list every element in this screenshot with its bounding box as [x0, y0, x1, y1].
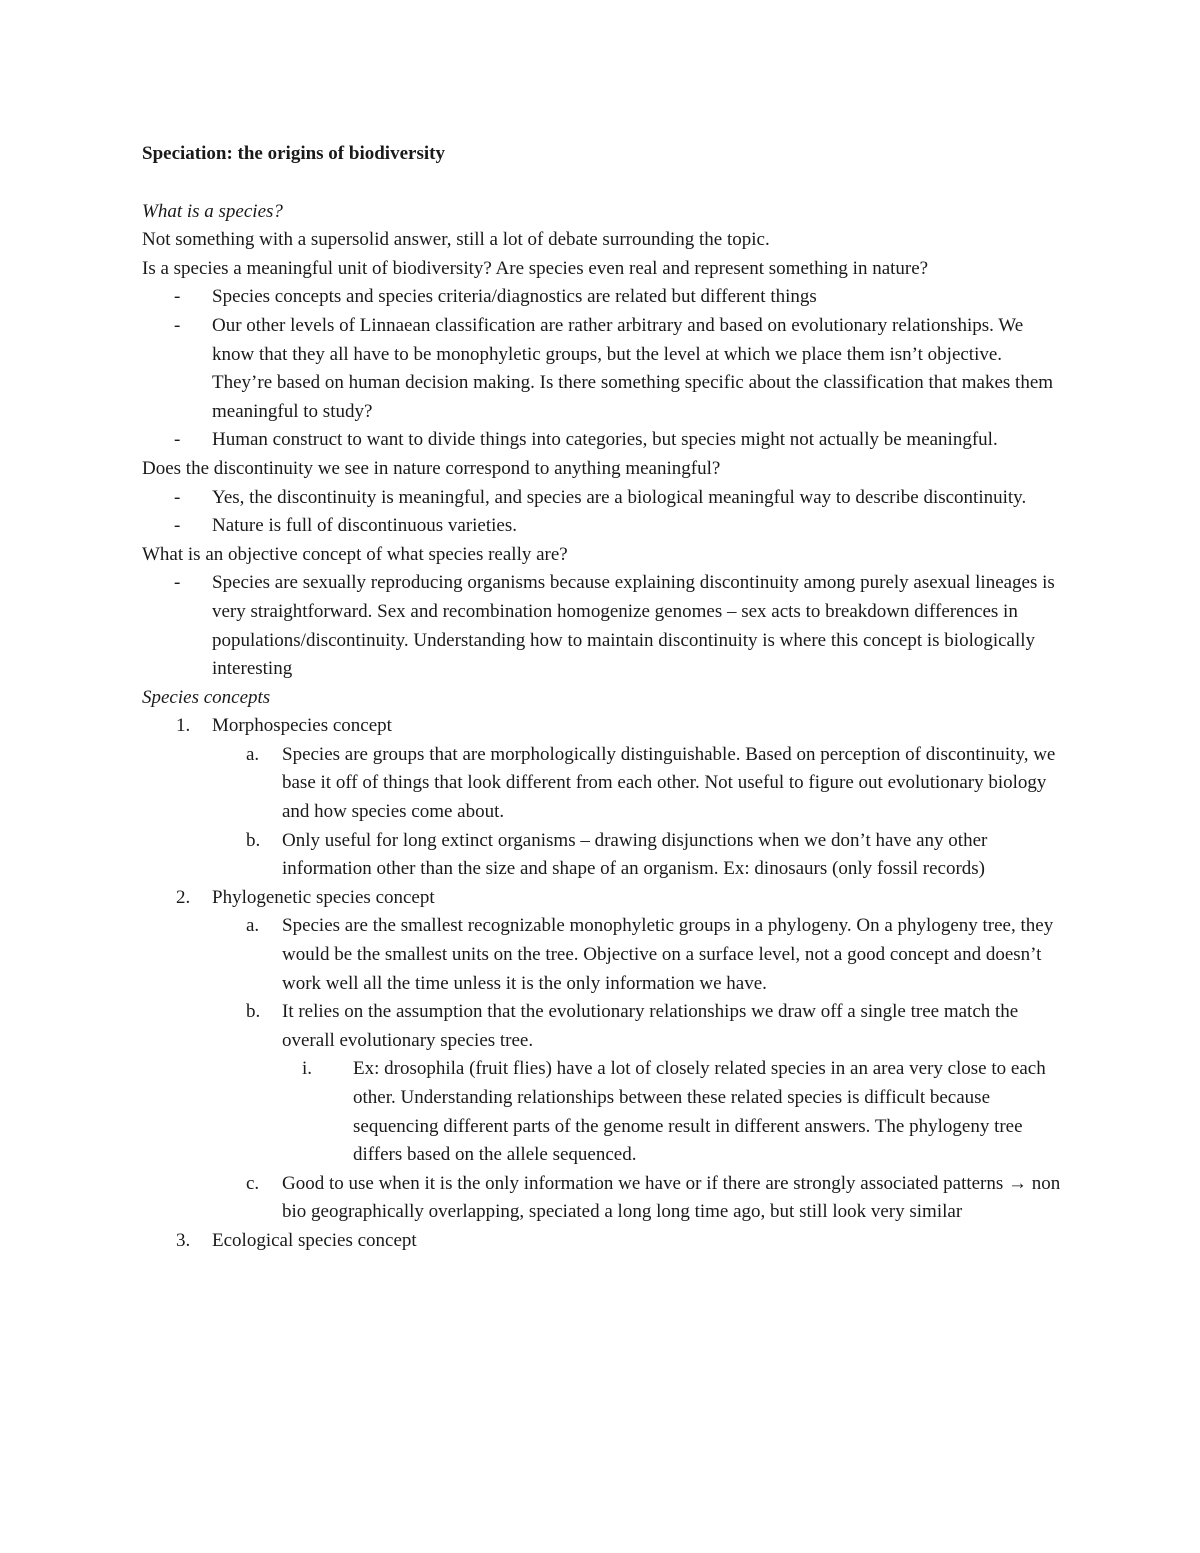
bullet-marker: - — [174, 572, 181, 594]
sub-item-text: Good to use when it is the only information we have or if there are strongly associated patterns → non bio geographically overlapping, speciated a long long time ago, but still look very similar — [282, 1172, 1061, 1223]
sub-item — [142, 912, 1062, 998]
bullet-item — [142, 484, 1062, 513]
numbered-item-text: Ecological species concept — [212, 1229, 417, 1251]
paragraph: Does the discontinuity we see in nature correspond to anything meaningful? — [142, 457, 721, 479]
number-marker: 2. — [176, 886, 191, 908]
paragraph: What is an objective concept of what species really are? — [142, 543, 568, 565]
bullet-text: Species concepts and species criteria/diagnostics are related but different things — [212, 286, 817, 308]
sub-item — [142, 1170, 1062, 1227]
document-title: Speciation: the origins of biodiversity — [142, 143, 445, 164]
number-marker: 3. — [176, 1229, 191, 1251]
sub-item-text: It relies on the assumption that the evolutionary relationships we draw off a single tree match the overall evolutionary species tree. — [282, 1001, 1019, 1051]
sub-item-text: Species are groups that are morphologically distinguishable. Based on perception of discontinuity, we base it off of things that look different from each other. Not useful to figure out evolutionary biology and how species come about. — [282, 743, 1056, 823]
document-page — [142, 140, 1062, 1256]
letter-marker: a. — [246, 743, 260, 765]
bullet-item — [142, 512, 1062, 541]
bullet-text: Species are sexually reproducing organisms because explaining discontinuity among purely asexual lineages is very straightforward. Sex and recombination homogenize genomes – sex acts to breakdown differences in populations/discontinuity. Understanding how to maintain discontinuity is where this concept is biologically interesting — [212, 572, 1055, 680]
bullet-item — [142, 426, 1062, 455]
numbered-item — [142, 884, 1062, 913]
numbered-item — [142, 712, 1062, 741]
spacer — [142, 169, 1062, 198]
numbered-item-text: Phylogenetic species concept — [212, 886, 435, 908]
bullet-marker: - — [174, 515, 181, 537]
paragraph: Not something with a supersolid answer, still a lot of debate surrounding the topic. — [142, 229, 770, 251]
section-heading-what-is-species: What is a species? — [142, 200, 283, 222]
bullet-text: Nature is full of discontinuous varieties. — [212, 515, 517, 537]
numbered-item — [142, 1227, 1062, 1256]
letter-marker: b. — [246, 829, 261, 851]
section-heading-species-concepts: Species concepts — [142, 686, 271, 708]
sub-sub-item — [142, 1055, 1062, 1169]
bullet-text: Yes, the discontinuity is meaningful, and species are a biological meaningful way to describe discontinuity. — [212, 486, 1027, 508]
numbered-item-text: Morphospecies concept — [212, 715, 392, 737]
sub-item — [142, 827, 1062, 884]
letter-marker: a. — [246, 915, 260, 937]
bullet-marker: - — [174, 429, 181, 451]
letter-marker: b. — [246, 1001, 261, 1023]
sub-item-text: Species are the smallest recognizable monophyletic groups in a phylogeny. On a phylogeny tree, they would be the smallest units on the tree. Objective on a surface level, not a good concept and doesn’t work well all the time unless it is the only information we have. — [282, 915, 1054, 994]
number-marker: 1. — [176, 715, 191, 737]
bullet-marker: - — [174, 314, 181, 336]
bullet-marker: - — [174, 286, 181, 308]
bullet-marker: - — [174, 486, 181, 508]
bullet-item — [142, 569, 1062, 683]
sub-item — [142, 741, 1062, 827]
roman-marker: i. — [302, 1058, 313, 1080]
bullet-text: Human construct to want to divide things into categories, but species might not actually be meaningful. — [212, 429, 998, 451]
bullet-text: Our other levels of Linnaean classification are rather arbitrary and based on evolutionary relationships. We know that they all have to be monophyletic groups, but the level at which we place them isn’t objective. They’re based on human decision making. Is there something specific about the classification that makes them meaningful to study? — [212, 314, 1054, 422]
sub-item-text: Only useful for long extinct organisms – drawing disjunctions when we don’t have any other information other than the size and shape of an organism. Ex: dinosaurs (only fossil records) — [282, 829, 988, 880]
bullet-item — [142, 283, 1062, 312]
paragraph: Is a species a meaningful unit of biodiversity? Are species even real and represent something in nature? — [142, 257, 929, 279]
sub-item — [142, 998, 1062, 1055]
bullet-item — [142, 312, 1062, 426]
letter-marker: c. — [246, 1172, 260, 1194]
sub-sub-item-text: Ex: drosophila (fruit flies) have a lot of closely related species in an area very close to each other. Understanding relationships between these related species is difficult because sequencing different parts of the genome result in different answers. The phylogeny tree differs based on the allele sequenced. — [353, 1058, 1046, 1166]
